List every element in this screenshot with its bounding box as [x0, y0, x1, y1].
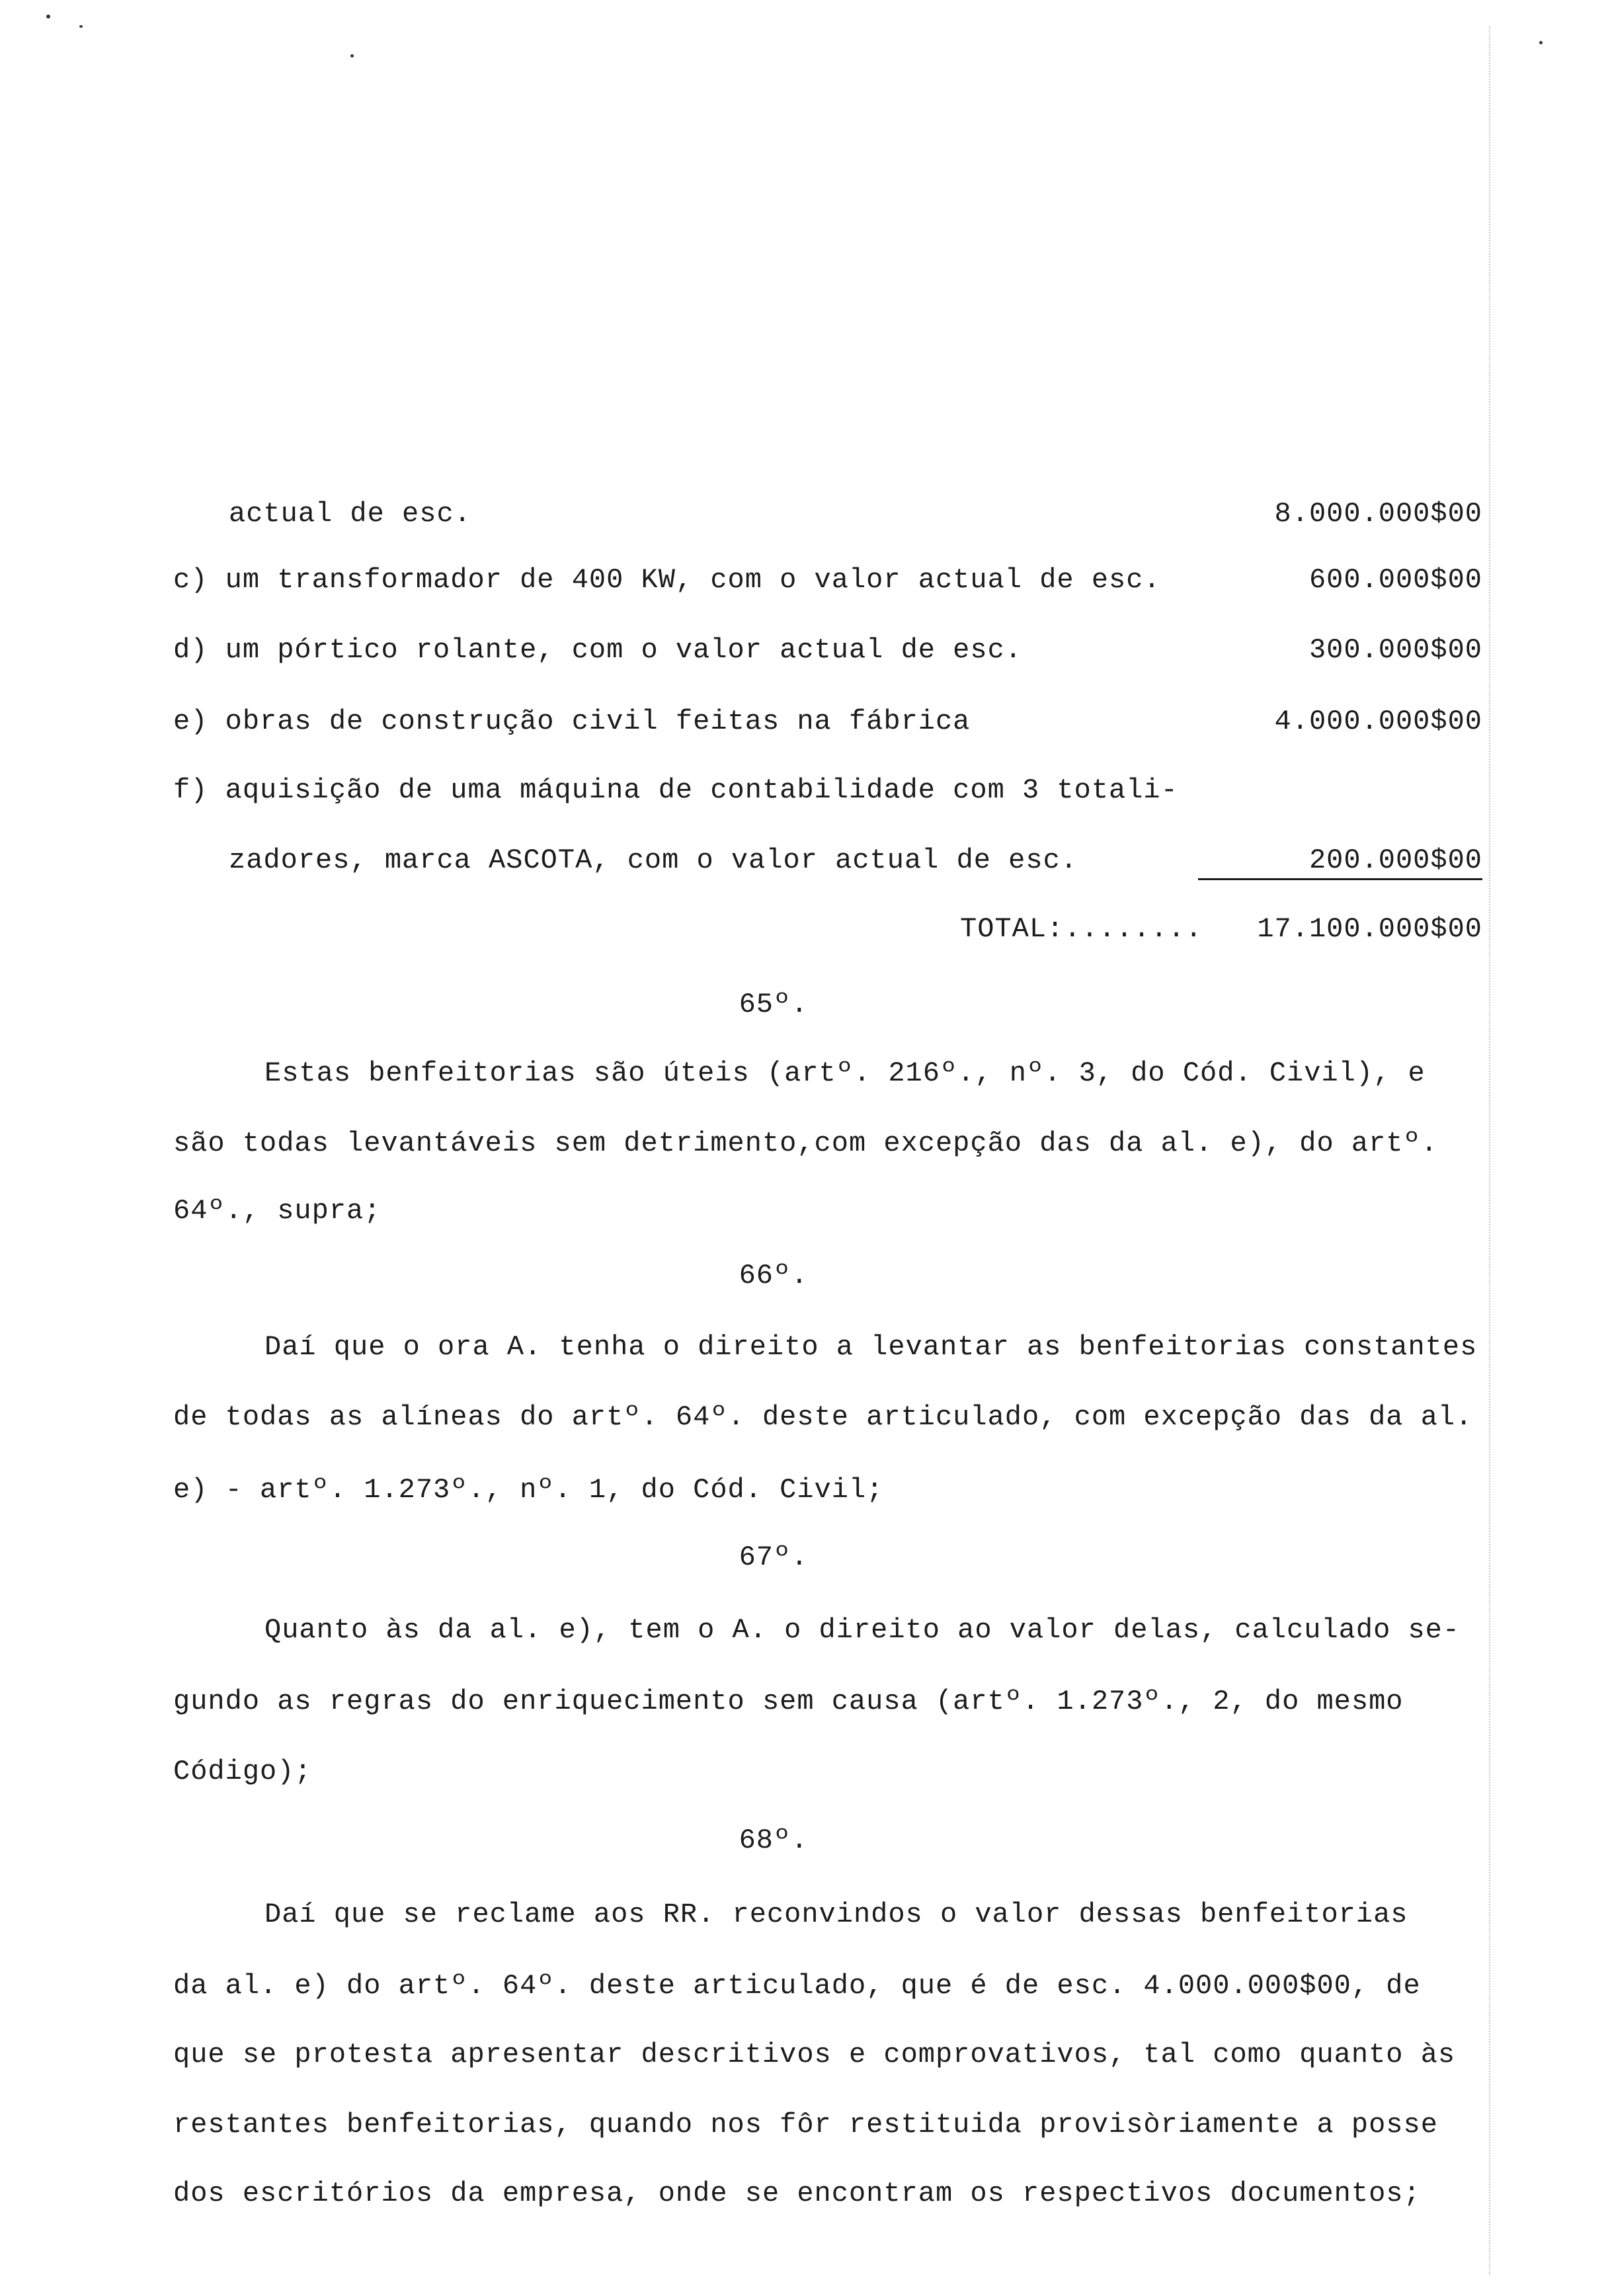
- article-67-line: Quanto às da al. e), tem o A. o direito ao valor delas, calculado se-: [264, 1614, 1461, 1646]
- item-c-amount: 600.000$00: [1308, 564, 1482, 596]
- article-68-line: que se protesta apresentar descritivos e comprovativos, tal como quanto às: [173, 2039, 1456, 2070]
- scan-margin-line: [1489, 26, 1490, 2275]
- scan-speck: [1539, 41, 1543, 44]
- scan-speck: [350, 54, 354, 58]
- article-66-heading: 66º.: [739, 1260, 809, 1292]
- item-b-amount: 8.000.000$00: [1274, 498, 1482, 530]
- item-d: d) um pórtico rolante, com o valor actual de esc.: [173, 634, 1023, 666]
- article-66-line: Daí que o ora A. tenha o direito a levantar as benfeitorias constantes: [264, 1331, 1478, 1363]
- total-label: TOTAL:........: [960, 913, 1203, 945]
- scan-speck: [46, 15, 50, 19]
- article-68-heading: 68º.: [739, 1824, 809, 1856]
- article-65-line: são todas levantáveis sem detrimento,com excepção das da al. e), do artº.: [173, 1128, 1438, 1159]
- item-f-line1: f) aquisição de uma máquina de contabilidade com 3 totali-: [173, 774, 1178, 806]
- item-e-amount: 4.000.000$00: [1274, 706, 1482, 737]
- article-68-line: da al. e) do artº. 64º. deste articulado, que é de esc. 4.000.000$00, de: [173, 1970, 1421, 2002]
- article-65-heading: 65º.: [739, 989, 809, 1020]
- item-e: e) obras de construção civil feitas na fábrica: [173, 706, 971, 737]
- article-67-heading: 67º.: [739, 1541, 809, 1573]
- article-65-line: Estas benfeitorias são úteis (artº. 216º., nº. 3, do Cód. Civil), e: [264, 1057, 1426, 1089]
- item-f-amount: 200.000$00: [1198, 844, 1482, 880]
- article-68-line: restantes benfeitorias, quando nos fôr restituida provisòriamente a posse: [173, 2109, 1438, 2141]
- item-b-continuation: actual de esc.: [229, 498, 471, 530]
- article-67-line: gundo as regras do enriquecimento sem causa (artº. 1.273º., 2, do mesmo: [173, 1686, 1404, 1717]
- article-66-line: de todas as alíneas do artº. 64º. deste articulado, com excepção das da al.: [173, 1401, 1473, 1433]
- item-c: c) um transformador de 400 KW, com o valor actual de esc.: [173, 564, 1161, 596]
- item-f-line2: zadores, marca ASCOTA, com o valor actual de esc.: [229, 844, 1078, 876]
- article-68-line: Daí que se reclame aos RR. reconvindos o valor dessas benfeitorias: [264, 1899, 1408, 1930]
- scan-speck: [79, 25, 83, 28]
- total-amount: 17.100.000$00: [1257, 913, 1482, 945]
- article-67-line: Código);: [173, 1756, 312, 1787]
- article-66-line: e) - artº. 1.273º., nº. 1, do Cód. Civil;: [173, 1474, 884, 1506]
- article-68-line: dos escritórios da empresa, onde se encontram os respectivos documentos;: [173, 2178, 1421, 2209]
- item-d-amount: 300.000$00: [1308, 634, 1482, 666]
- article-65-line: 64º., supra;: [173, 1195, 382, 1227]
